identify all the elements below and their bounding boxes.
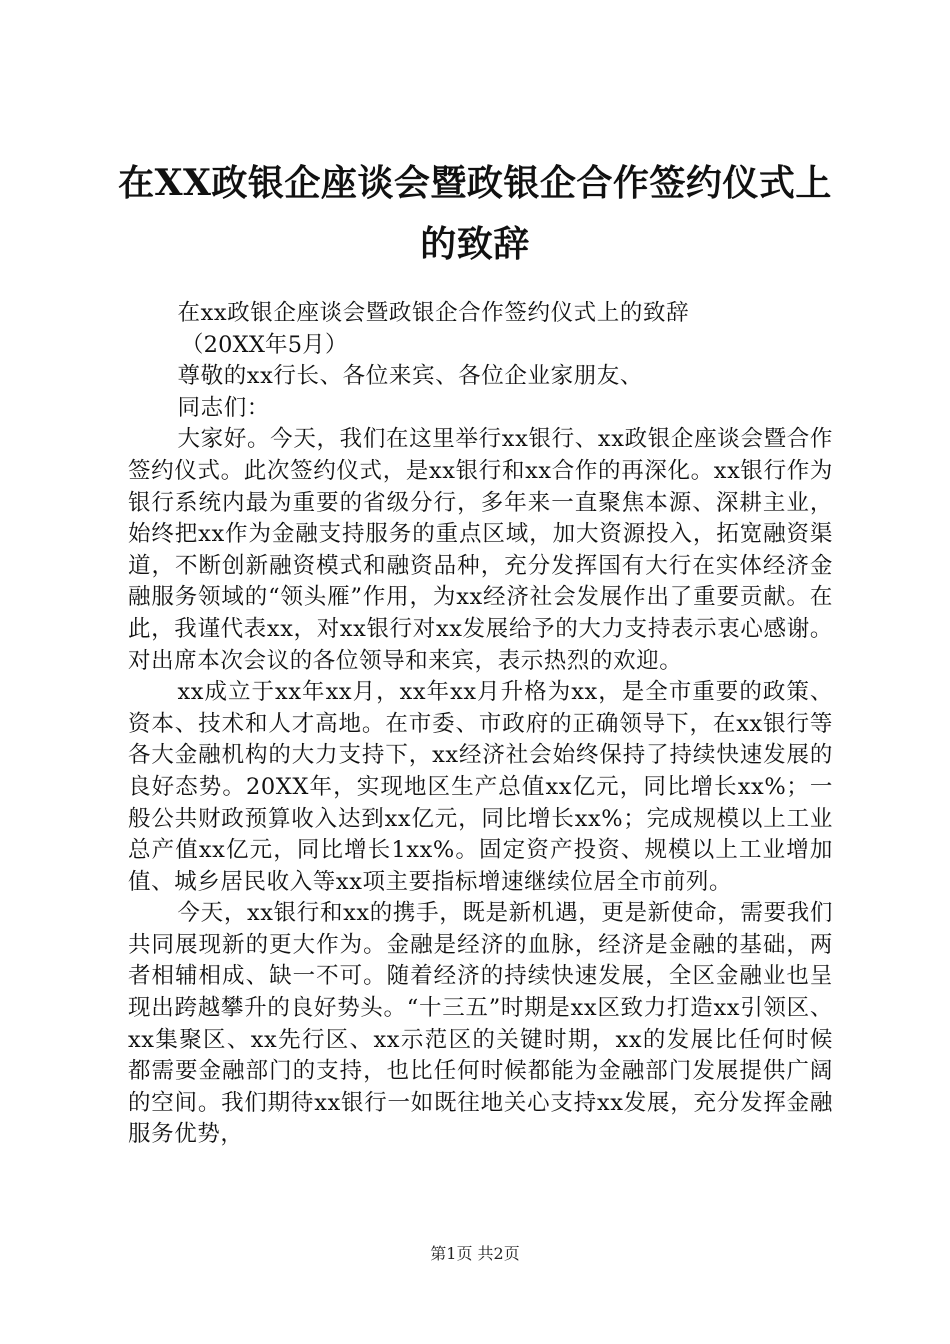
page-footer: 第1页 共2页 <box>430 1244 520 1263</box>
body-paragraph: 大家好。今天，我们在这里举行xx银行、xx政银企座谈会暨合作签约仪式。此次签约仪式，是xx银行和xx合作的再深化。xx银行作为银行系统内最为重要的省级分行，多年来一直聚焦本源、深耕主业，始终把xx作为金融支持服务的重点区域，加大资源投入，拓宽融资渠道，不断创新融资模式和融资品种，充分发挥国有大行在实体经济金融服务领域的“领头雁”作用，为xx经济社会发展作出了重要贡献。在此，我谨代表xx，对xx银行对xx发展给予的大力支持表示衷心感谢。对出席本次会议的各位领导和来宾，表示热烈的欢迎。 <box>128 426 833 674</box>
body-paragraph: 今天，xx银行和xx的携手，既是新机遇，更是新使命，需要我们共同展现新的更大作为。金融是经济的血脉，经济是金融的基础，两者相辅相成、缺一不可。随着经济的持续快速发展，全区金融业也呈现出跨越攀升的良好势头。“十三五”时期是xx区致力打造xx引领区、xx集聚区、xx先行区、xx示范区的关键时期，xx的发展比任何时候都需要金融部门的支持，也比任何时候都能为金融部门发展提供广阔的空间。我们期待xx银行一如既往地关心支持xx发展，充分发挥金融服务优势， <box>128 900 833 1148</box>
salutation-paragraph: 尊敬的xx行长、各位来宾、各位企业家朋友、 <box>177 363 643 390</box>
body-paragraph: xx成立于xx年xx月，xx年xx月升格为xx，是全市重要的政策、资本、技术和人才高地。在市委、市政府的正确领导下，在xx银行等各大金融机构的大力支持下，xx经济社会始终保持了持续快速发展的良好态势。20XX年，实现地区生产总值xx亿元，同比增长xx%；一般公共财政预算收入达到xx亿元，同比增长xx%；完成规模以上工业总产值xx亿元，同比增长1xx%。固定资产投资、规模以上工业增加值、城乡居民收入等xx项主要指标增速继续位居全市前列。 <box>128 679 833 895</box>
document-title-line-2: 的致辞 <box>420 223 530 265</box>
salutation-continued-paragraph: 同志们： <box>177 394 270 421</box>
document-body <box>128 298 833 1151</box>
document-title-line-1: 在XX政银企座谈会暨政银企合作签约仪式上 <box>118 162 832 204</box>
date-paragraph: （20XX年5月） <box>180 331 348 358</box>
subtitle-paragraph: 在xx政银企座谈会暨政银企合作签约仪式上的致辞 <box>177 300 690 326</box>
